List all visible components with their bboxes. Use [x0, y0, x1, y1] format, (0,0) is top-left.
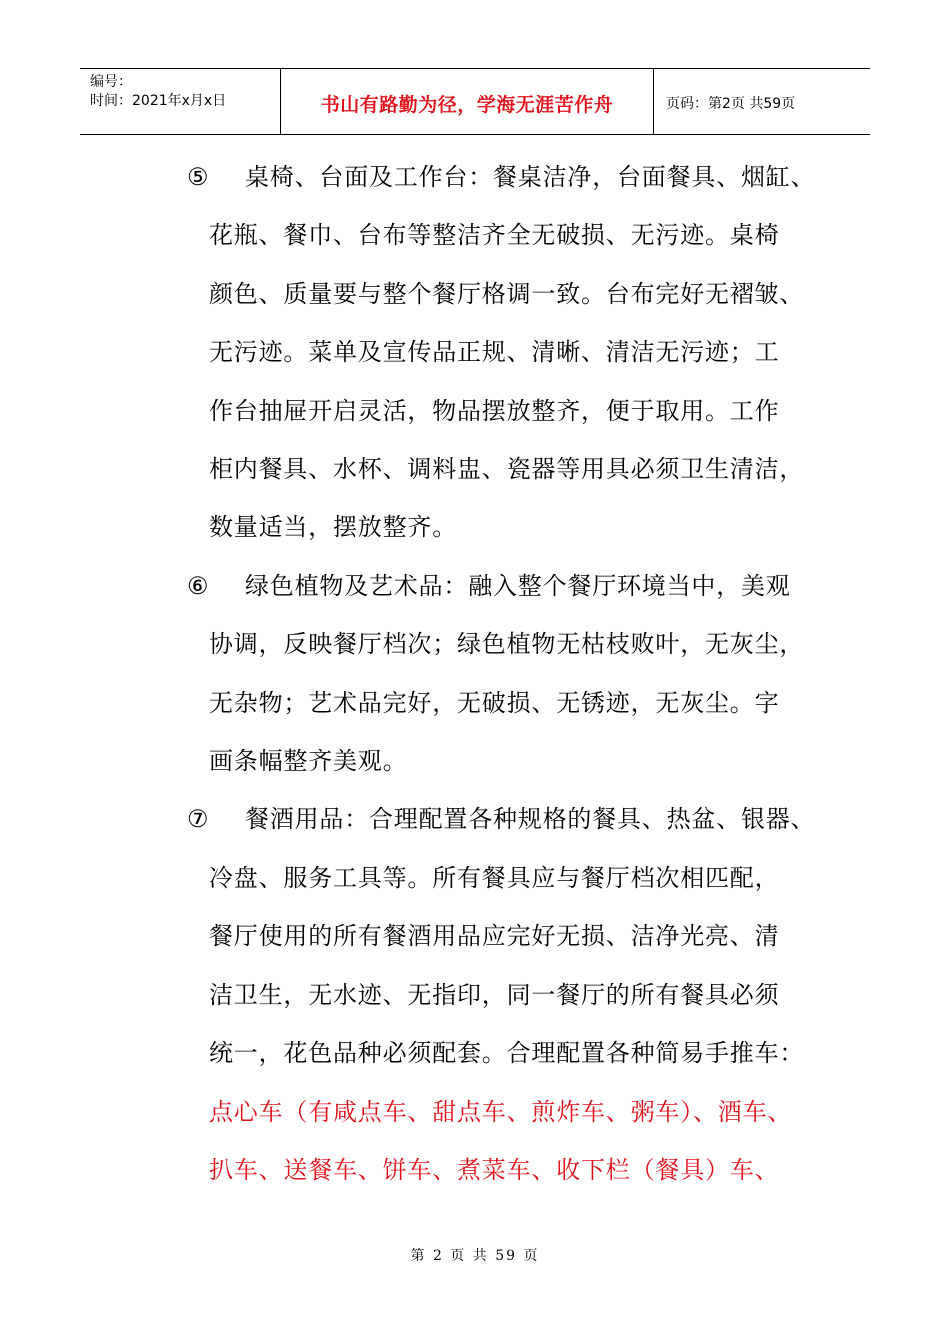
paragraph-line: 颜色、质量要与整个餐厅格调一致。台布完好无褶皱、	[209, 279, 805, 308]
paragraph-7	[187, 790, 847, 1199]
number-label: 编号：	[90, 74, 132, 90]
paragraph-5	[187, 148, 847, 557]
paragraph-line: ⑤ 桌椅、台面及工作台：餐桌洁净，台面餐具、烟缸、	[187, 148, 847, 206]
paragraph-line: 柜内餐具、水杯、调料盅、瓷器等用具必须卫生清洁，	[209, 455, 805, 484]
header-meta-cell	[80, 69, 281, 134]
paragraph-line-highlighted: 点心车（有咸点车、甜点车、煎炸车、粥车）、酒车、	[209, 1097, 793, 1126]
paragraph-line: 冷盘、服务工具等。所有餐具应与餐厅档次相匹配，	[209, 863, 780, 892]
paragraph-line: 洁卫生，无水迹、无指印，同一餐厅的所有餐具必须	[209, 980, 780, 1009]
paragraph-line: 餐厅使用的所有餐酒用品应完好无损、洁净光亮、清	[209, 922, 780, 951]
paragraph-line: 画条幅整齐美观。	[209, 747, 408, 776]
page-info: 页码：第2页 共59页	[666, 95, 796, 112]
paragraph-line: 花瓶、餐巾、台布等整洁齐全无破损、无污迹。桌椅	[209, 221, 780, 250]
page-footer	[0, 1245, 950, 1265]
paragraph-line: 统一，花色品种必须配套。合理配置各种简易手推车：	[209, 1039, 805, 1068]
item-marker: ⑤	[187, 163, 210, 191]
paragraph-line: ⑥ 绿色植物及艺术品：融入整个餐厅环境当中，美观	[187, 557, 847, 615]
paragraph-line-highlighted: 扒车、送餐车、饼车、煮菜车、收下栏（餐具）车、	[209, 1155, 780, 1184]
paragraph-line: 无污迹。菜单及宣传品正规、清晰、清洁无污迹；工	[209, 338, 780, 367]
time-label: 时间：2021年x月x日	[90, 93, 227, 109]
paragraph-6	[187, 557, 847, 791]
paragraph-line: 数量适当，摆放整齐。	[209, 513, 457, 542]
motto-text: 书山有路勤为径，学海无涯苦作舟	[320, 94, 614, 116]
document-body	[187, 148, 847, 1199]
header-motto-cell	[281, 69, 654, 134]
page-header	[80, 68, 870, 135]
paragraph-line: ⑦ 餐酒用品：合理配置各种规格的餐具、热盆、银器、	[187, 790, 847, 848]
header-page-cell	[654, 69, 870, 134]
footer-page-number: 第 2 页 共 59 页	[410, 1248, 540, 1264]
item-marker: ⑦	[187, 805, 210, 834]
paragraph-line: 无杂物；艺术品完好，无破损、无锈迹，无灰尘。字	[209, 688, 780, 717]
paragraph-line: 协调，反映餐厅档次；绿色植物无枯枝败叶，无灰尘，	[209, 630, 805, 659]
paragraph-line: 作台抽屉开启灵活，物品摆放整齐，便于取用。工作	[209, 396, 780, 425]
item-marker: ⑥	[187, 571, 210, 600]
